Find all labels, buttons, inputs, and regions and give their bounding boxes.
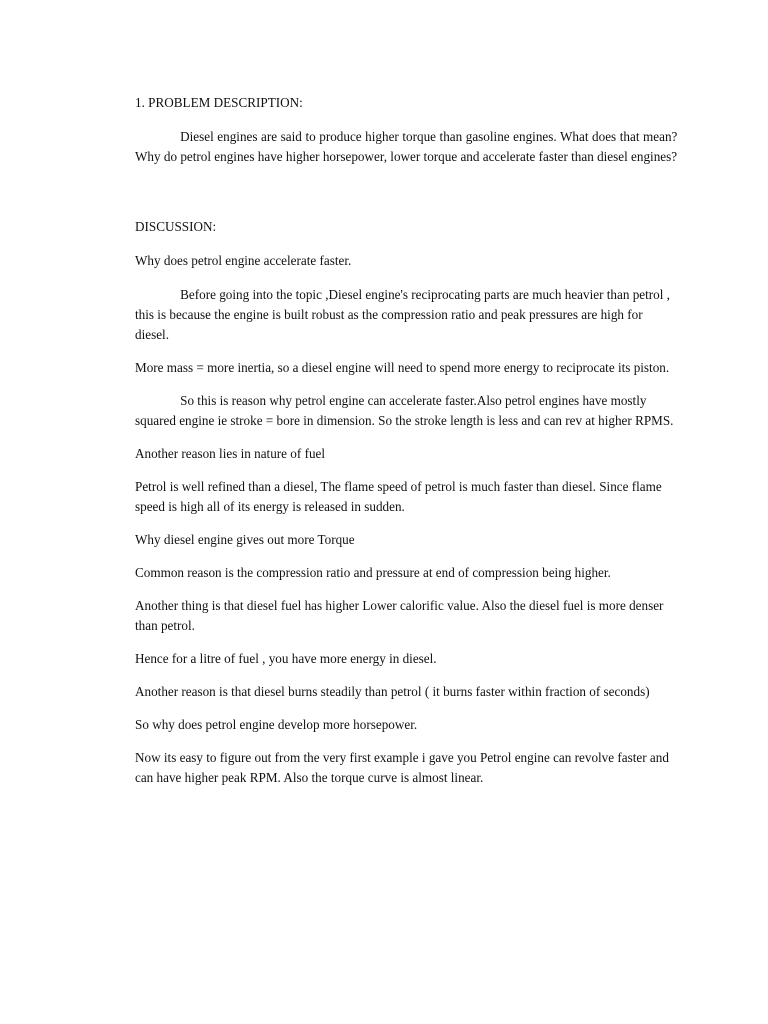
paragraph-petrol-accelerate-question: Why does petrol engine accelerate faster. <box>135 254 352 269</box>
paragraph-reciprocating-parts: Before going into the topic ,Diesel engine's reciprocating parts are much heavier than petrol , this is because the engine is built robust as the compression ratio and peak pressures are high for diesel. <box>135 288 670 343</box>
problem-description-text: Diesel engines are said to produce higher torque than gasoline engines. What does that mean? Why do petrol engines have higher horsepower, lower torque and accelerate faster than diesel engines? <box>135 130 678 165</box>
paragraph-mass-inertia: More mass = more inertia, so a diesel engine will need to spend more energy to reciprocate its piston. <box>135 361 670 376</box>
document-body <box>135 94 677 789</box>
discussion-heading: DISCUSSION: <box>135 220 217 235</box>
paragraph-energy-per-litre: Hence for a litre of fuel , you have more energy in diesel. <box>135 652 437 667</box>
problem-description-heading: 1. PROBLEM DESCRIPTION: <box>135 96 303 111</box>
paragraph-calorific-value: Another thing is that diesel fuel has higher Lower calorific value. Also the diesel fuel is more denser than petrol. <box>135 599 664 634</box>
paragraph-peak-rpm: Now its easy to figure out from the very first example i gave you Petrol engine can revolve faster and can have higher peak RPM. Also the torque curve is almost linear. <box>135 751 669 786</box>
paragraph-horsepower-question: So why does petrol engine develop more horsepower. <box>135 718 418 733</box>
paragraph-compression-ratio: Common reason is the compression ratio and pressure at end of compression being higher. <box>135 566 611 581</box>
paragraph-flame-speed: Petrol is well refined than a diesel, The flame speed of petrol is much faster than diesel. Since flame speed is high all of its energy is released in sudden. <box>135 480 662 515</box>
paragraph-burns-steadily: Another reason is that diesel burns steadily than petrol ( it burns faster within fraction of seconds) <box>135 685 650 700</box>
paragraph-squared-engine: So this is reason why petrol engine can accelerate faster.Also petrol engines have mostly squared engine ie stroke = bore in dimension. So the stroke length is less and can rev at higher RPMS. <box>135 394 674 429</box>
paragraph-nature-of-fuel: Another reason lies in nature of fuel <box>135 447 326 462</box>
paragraph-torque-question: Why diesel engine gives out more Torque <box>135 533 355 548</box>
